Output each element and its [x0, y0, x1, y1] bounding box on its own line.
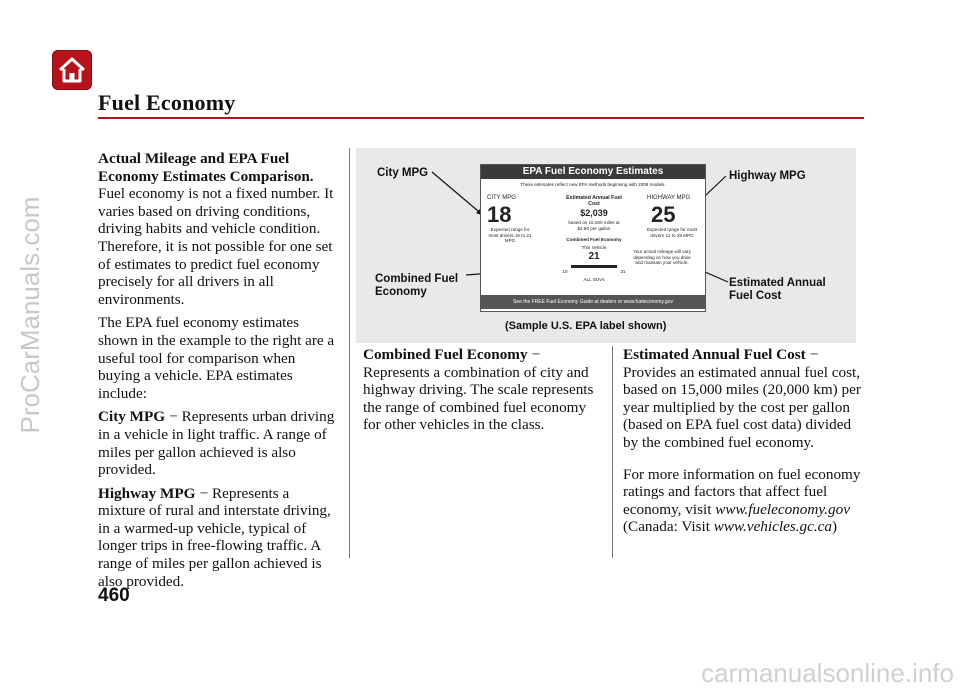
highway-mpg-text: Represents a mixture of rural and interstate driving, in a warmed-up vehicle, typical of longer trips in free-flowing traffic. A range of miles per gallon achieved is also provided.	[98, 484, 331, 590]
highway-value: 25	[651, 202, 676, 227]
more-info-text: For more information on fuel economy ratings and factors that affect fuel economy, visit	[623, 465, 861, 518]
column-divider	[612, 346, 613, 558]
epa-intro-para: The EPA fuel economy estimates shown in the example to the right are a useful tool for comparison when buying a vehicle. EPA estimates include:	[98, 314, 335, 402]
combined-value: 21	[588, 251, 600, 262]
watermark-left: ProCarManuals.com	[15, 196, 45, 434]
comparison-para: Fuel economy is not a fixed number. It varies based on driving conditions, driving habits and vehicle condition. Therefore, it is not possible for one set of estimates to predict fuel economy precisely for all drivers in all environments.	[98, 185, 334, 308]
annual-text: Provides an estimated annual fuel cost, based on 15,000 miles (20,000 km) per year multiplied by the cost per gallon (based on EPA fuel cost data) divided by the combined fuel economy.	[623, 363, 861, 451]
city-mpg-text: Represents urban driving in a vehicle in light traffic. A range of miles per gallon achieved is also provided.	[98, 408, 335, 479]
right-column	[623, 346, 863, 542]
city-mpg-callout: City MPG	[377, 167, 429, 179]
city-label: CITY MPG	[487, 195, 516, 201]
annual-label: Estimated Annual Fuel Cost	[566, 195, 622, 207]
label-footer: See the FREE Fuel Economy Guide at dealers or www.fueleconomy.gov	[481, 295, 705, 309]
highway-range: Expected range for most drivers 21 to 29 MPG	[646, 227, 698, 238]
left-column	[98, 150, 338, 596]
watermark-bottom: carmanualsonline.info	[701, 658, 954, 688]
highway-mpg-callout: Highway MPG	[729, 170, 806, 182]
combined-label: Combined Fuel Economy	[566, 237, 622, 242]
fueleconomy-link[interactable]: www.fueleconomy.gov	[715, 500, 850, 518]
city-mpg-term: City MPG	[98, 408, 166, 426]
vehicles-gc-link[interactable]: www.vehicles.gc.ca	[713, 518, 832, 536]
combined-text: Represents a combination of city and highway driving. The scale represents the range of combined fuel economy for other vehicles in the class.	[363, 363, 594, 434]
more-info-mid: (Canada: Visit	[623, 518, 714, 536]
middle-column	[363, 346, 598, 440]
annual-term: Estimated Annual Fuel Cost	[623, 346, 806, 363]
home-button[interactable]	[52, 50, 92, 90]
label-subheader: These estimates reflect new EPA methods beginning with 2008 models.	[520, 182, 666, 187]
annual-cost-callout: Estimated Annual Fuel Cost	[729, 277, 826, 302]
annual-note: based on 15,000 miles at $2.80 per gallon	[568, 220, 620, 231]
scale-min: 10	[562, 269, 568, 274]
this-vehicle-label: This Vehicle	[581, 245, 607, 250]
dash: −	[169, 408, 178, 426]
dash: −	[199, 484, 209, 502]
city-range: Expected range for most drivers 15 to 21 MPG	[488, 227, 532, 244]
city-value: 18	[487, 202, 512, 227]
home-icon	[52, 50, 92, 90]
dash: −	[531, 346, 541, 363]
section-title: Fuel Economy	[98, 90, 236, 115]
comparison-heading: Actual Mileage and EPA Fuel Economy Estimates Comparison.	[98, 150, 314, 185]
page-number: 460	[98, 585, 130, 606]
highway-label: HIGHWAY MPG	[647, 195, 691, 201]
column-divider	[349, 148, 350, 558]
header-divider	[98, 117, 864, 119]
mileage-note: Your actual mileage will vary depending on how you drive and maintain your vehicle.	[633, 249, 691, 266]
dash: −	[809, 346, 819, 363]
epa-label	[480, 164, 706, 312]
combined-term: Combined Fuel Economy	[363, 346, 528, 363]
annual-value: $2,039	[580, 208, 608, 218]
city-callout-line	[432, 172, 484, 216]
figure-caption: (Sample U.S. EPA label shown)	[505, 320, 667, 332]
scale-max: 31	[620, 269, 626, 274]
combined-scale-bar	[571, 265, 617, 268]
highway-mpg-term: Highway MPG	[98, 484, 196, 502]
class-label: ALL SUVs	[583, 277, 605, 282]
more-info-close: )	[832, 518, 838, 536]
combined-fuel-callout: Combined Fuel Economy	[375, 273, 459, 298]
label-header: EPA Fuel Economy Estimates	[481, 165, 705, 179]
